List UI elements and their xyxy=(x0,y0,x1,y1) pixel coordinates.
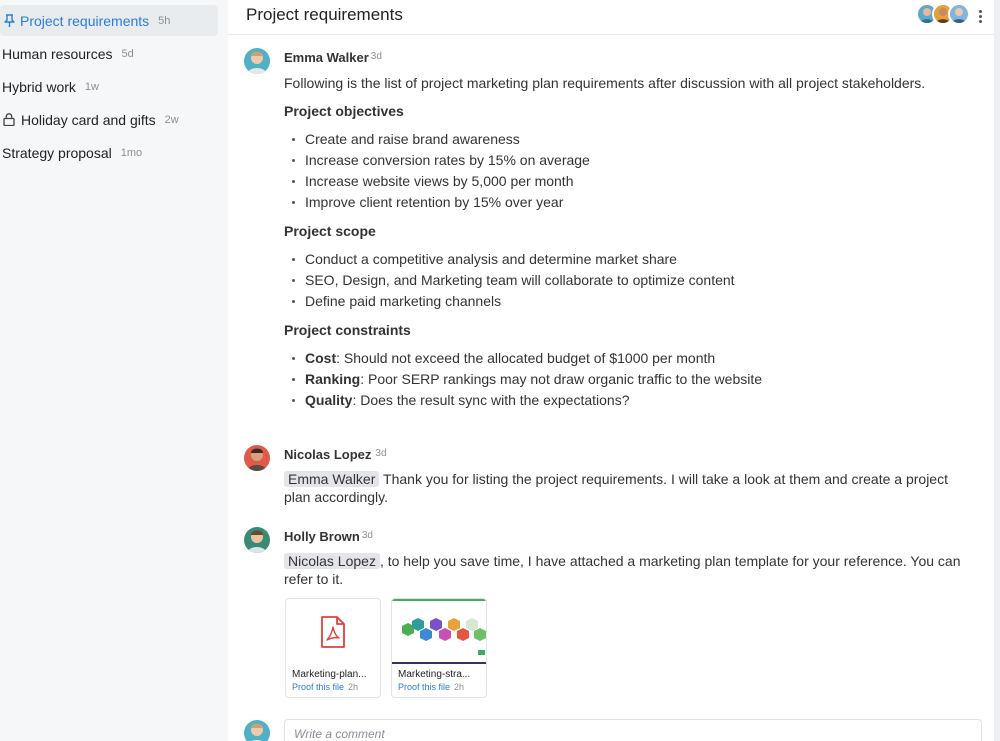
section-heading: Project scope xyxy=(284,223,376,239)
comment-emma-walker xyxy=(244,48,964,411)
avatar[interactable] xyxy=(244,527,270,553)
proof-file-link[interactable]: Proof this file xyxy=(398,682,451,692)
attachment-thumbnail[interactable] xyxy=(286,599,380,665)
sidebar-item-strategy-proposal[interactable] xyxy=(0,137,218,168)
sidebar-item-age: 1w xyxy=(84,80,99,93)
comment-text: Following is the list of project marketing plan requirements after discussion with all project stakeholders. xyxy=(284,75,926,91)
list-item xyxy=(284,369,964,390)
comment-text xyxy=(284,470,964,506)
user-mention[interactable]: Emma Walker xyxy=(284,471,379,487)
section-heading: Project constraints xyxy=(284,322,411,338)
comment-author[interactable]: Emma Walker xyxy=(284,50,369,65)
list-item-bold: Ranking xyxy=(305,371,361,387)
list-item: Create and raise brand awareness xyxy=(284,129,964,150)
comment-author-line xyxy=(284,48,964,68)
attachment-thumbnail[interactable] xyxy=(392,599,486,665)
participant-avatars[interactable] xyxy=(922,3,970,25)
sidebar-item-hybrid-work[interactable] xyxy=(0,71,218,102)
attachment-meta xyxy=(292,682,358,692)
comment-author-line xyxy=(284,527,964,547)
sidebar-item-label: Project requirements xyxy=(20,12,150,29)
list-item: Define paid marketing channels xyxy=(284,291,964,312)
participant-avatar-3[interactable] xyxy=(948,3,970,25)
proof-file-link[interactable]: Proof this file xyxy=(292,682,345,692)
attachment-name: Marketing-stra... xyxy=(398,669,471,680)
attachment-meta xyxy=(398,682,464,692)
section-heading: Project objectives xyxy=(284,103,404,119)
list-item: Increase website views by 5,000 per month xyxy=(284,171,964,192)
sidebar-item-age: 5h xyxy=(158,14,171,27)
pin-icon xyxy=(2,14,16,28)
list-item: Improve client retention by 15% over year xyxy=(284,192,964,213)
kebab-menu-icon[interactable] xyxy=(974,6,986,26)
bullet-list xyxy=(284,348,964,411)
comment-nicolas-lopez xyxy=(244,445,964,506)
lock-icon xyxy=(2,113,16,127)
attachment-card[interactable] xyxy=(391,598,487,698)
scrollbar[interactable] xyxy=(994,0,1000,741)
sidebar xyxy=(0,0,228,741)
user-mention[interactable]: Nicolas Lopez xyxy=(284,553,380,569)
sidebar-item-label: Holiday card and gifts xyxy=(21,111,156,128)
sidebar-item-age: 2w xyxy=(164,113,179,126)
attachment-card[interactable] xyxy=(285,598,381,698)
list-item xyxy=(284,390,964,411)
comment-input[interactable]: Write a comment xyxy=(284,719,982,741)
attachment-page: 2h xyxy=(454,682,465,692)
list-item xyxy=(284,348,964,369)
sidebar-item-human-resources[interactable] xyxy=(0,38,218,69)
comment-text xyxy=(284,552,964,588)
list-item-bold: Cost xyxy=(305,350,337,366)
strategy-diagram-thumbnail xyxy=(392,599,486,665)
discussion-panel xyxy=(228,0,994,741)
comment-message: Thank you for listing the project requirements. I will take a look at them and create a project plan accordingly. xyxy=(284,471,948,505)
comment-author-line xyxy=(284,445,964,465)
attachment-page: 2h xyxy=(348,682,359,692)
comment-age: 3d xyxy=(370,51,382,62)
comment-author[interactable]: Nicolas Lopez xyxy=(284,447,372,462)
discussion-header xyxy=(228,0,994,35)
avatar[interactable] xyxy=(244,445,270,471)
sidebar-item-label: Hybrid work xyxy=(2,78,76,95)
sidebar-item-label: Human resources xyxy=(2,45,113,62)
comment-age: 3d xyxy=(361,530,373,541)
attachment-name: Marketing-plan... xyxy=(292,669,367,680)
list-item-text: : Poor SERP rankings may not draw organic traffic to the website xyxy=(360,371,763,387)
list-item: Conduct a competitive analysis and determine market share xyxy=(284,249,964,270)
list-item: Increase conversion rates by 15% on average xyxy=(284,150,964,171)
avatar[interactable] xyxy=(244,48,270,74)
comment-age: 3d xyxy=(375,448,387,459)
list-item-text: : Does the result sync with the expectations? xyxy=(352,392,630,408)
sidebar-item-label: Strategy proposal xyxy=(2,144,112,161)
bullet-list xyxy=(284,249,964,312)
page-title: Project requirements xyxy=(246,5,403,24)
pdf-file-icon xyxy=(320,616,346,648)
comment-author[interactable]: Holly Brown xyxy=(284,529,360,544)
sidebar-item-holiday-card-and-gifts[interactable] xyxy=(0,104,218,135)
list-item: SEO, Design, and Marketing team will collaborate to optimize content xyxy=(284,270,964,291)
sidebar-item-project-requirements[interactable] xyxy=(0,5,218,36)
comment-holly-brown xyxy=(244,527,964,692)
sidebar-item-age: 5d xyxy=(121,47,134,60)
bullet-list xyxy=(284,129,964,213)
comment-message: , to help you save time, I have attached a marketing plan template for your reference. You can refer to it. xyxy=(284,553,961,587)
list-item-bold: Quality xyxy=(305,392,353,408)
current-user-avatar[interactable] xyxy=(244,720,270,741)
list-item-text: : Should not exceed the allocated budget of $1000 per month xyxy=(336,350,716,366)
sidebar-item-age: 1mo xyxy=(120,146,143,159)
